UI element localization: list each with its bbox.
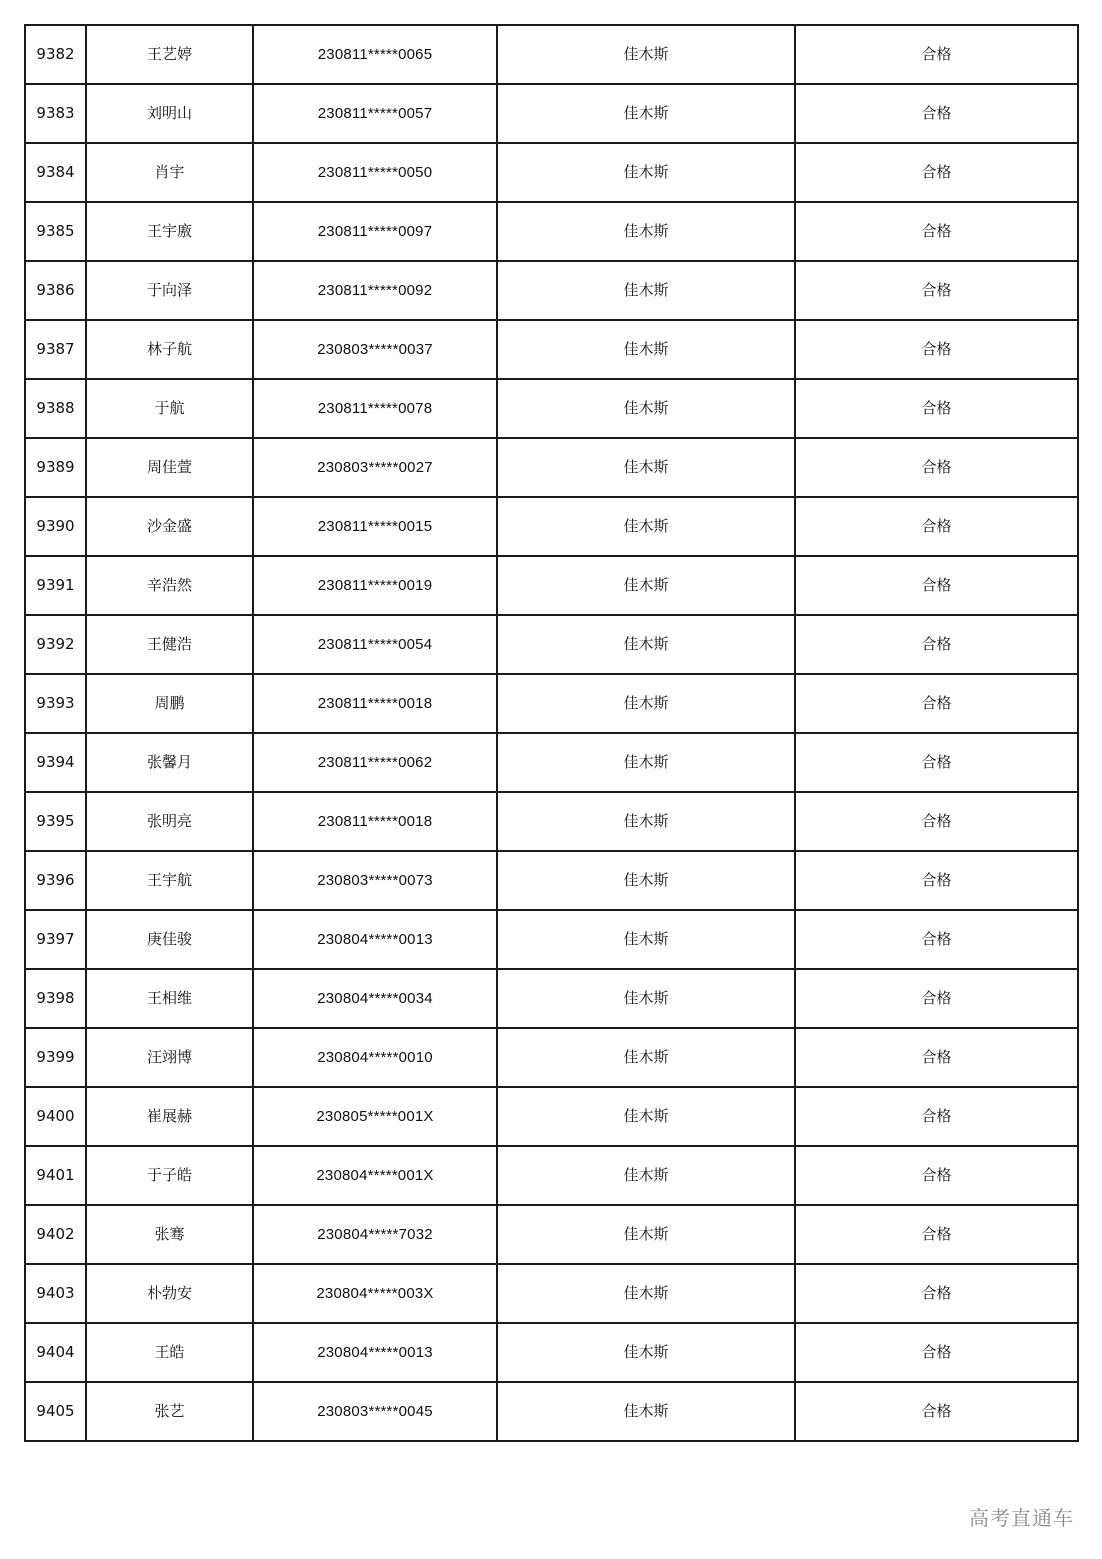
row-number-cell: 9384 <box>25 143 86 202</box>
row-number-cell: 9399 <box>25 1028 86 1087</box>
city-cell: 佳木斯 <box>497 910 795 969</box>
name-cell: 周佳萱 <box>86 438 253 497</box>
name-cell: 王宇廒 <box>86 202 253 261</box>
city-cell: 佳木斯 <box>497 615 795 674</box>
id-number-cell: 230804*****0010 <box>253 1028 497 1087</box>
result-cell: 合格 <box>795 497 1078 556</box>
row-number-cell: 9393 <box>25 674 86 733</box>
table-row <box>25 615 1078 674</box>
row-number-cell: 9383 <box>25 84 86 143</box>
result-cell: 合格 <box>795 733 1078 792</box>
roster-table <box>24 24 1079 1442</box>
table-row <box>25 25 1078 84</box>
row-number-cell: 9405 <box>25 1382 86 1441</box>
city-cell: 佳木斯 <box>497 733 795 792</box>
city-cell: 佳木斯 <box>497 969 795 1028</box>
city-cell: 佳木斯 <box>497 202 795 261</box>
table-row <box>25 1264 1078 1323</box>
name-cell: 周鹏 <box>86 674 253 733</box>
row-number-cell: 9391 <box>25 556 86 615</box>
result-cell: 合格 <box>795 792 1078 851</box>
id-number-cell: 230811*****0015 <box>253 497 497 556</box>
result-cell: 合格 <box>795 1382 1078 1441</box>
table-row <box>25 202 1078 261</box>
table-row <box>25 733 1078 792</box>
name-cell: 于向泽 <box>86 261 253 320</box>
name-cell: 崔展赫 <box>86 1087 253 1146</box>
name-cell: 张骞 <box>86 1205 253 1264</box>
city-cell: 佳木斯 <box>497 792 795 851</box>
result-cell: 合格 <box>795 261 1078 320</box>
result-cell: 合格 <box>795 1146 1078 1205</box>
id-number-cell: 230803*****0027 <box>253 438 497 497</box>
city-cell: 佳木斯 <box>497 84 795 143</box>
row-number-cell: 9389 <box>25 438 86 497</box>
row-number-cell: 9404 <box>25 1323 86 1382</box>
city-cell: 佳木斯 <box>497 497 795 556</box>
name-cell: 王相维 <box>86 969 253 1028</box>
table-row <box>25 84 1078 143</box>
table-row <box>25 1382 1078 1441</box>
name-cell: 林子航 <box>86 320 253 379</box>
table-row <box>25 969 1078 1028</box>
id-number-cell: 230811*****0065 <box>253 25 497 84</box>
name-cell: 张艺 <box>86 1382 253 1441</box>
city-cell: 佳木斯 <box>497 320 795 379</box>
id-number-cell: 230804*****003X <box>253 1264 497 1323</box>
result-cell: 合格 <box>795 910 1078 969</box>
row-number-cell: 9394 <box>25 733 86 792</box>
row-number-cell: 9382 <box>25 25 86 84</box>
row-number-cell: 9397 <box>25 910 86 969</box>
result-cell: 合格 <box>795 1028 1078 1087</box>
result-cell: 合格 <box>795 1087 1078 1146</box>
city-cell: 佳木斯 <box>497 25 795 84</box>
result-cell: 合格 <box>795 1205 1078 1264</box>
name-cell: 王宇航 <box>86 851 253 910</box>
name-cell: 王皓 <box>86 1323 253 1382</box>
city-cell: 佳木斯 <box>497 1382 795 1441</box>
result-cell: 合格 <box>795 1264 1078 1323</box>
result-cell: 合格 <box>795 438 1078 497</box>
id-number-cell: 230811*****0057 <box>253 84 497 143</box>
result-cell: 合格 <box>795 84 1078 143</box>
name-cell: 庚佳骏 <box>86 910 253 969</box>
city-cell: 佳木斯 <box>497 1205 795 1264</box>
row-number-cell: 9403 <box>25 1264 86 1323</box>
city-cell: 佳木斯 <box>497 1264 795 1323</box>
city-cell: 佳木斯 <box>497 143 795 202</box>
result-cell: 合格 <box>795 615 1078 674</box>
row-number-cell: 9396 <box>25 851 86 910</box>
id-number-cell: 230804*****001X <box>253 1146 497 1205</box>
result-cell: 合格 <box>795 143 1078 202</box>
name-cell: 刘明山 <box>86 84 253 143</box>
city-cell: 佳木斯 <box>497 438 795 497</box>
id-number-cell: 230811*****0050 <box>253 143 497 202</box>
table-row <box>25 320 1078 379</box>
table-row <box>25 674 1078 733</box>
city-cell: 佳木斯 <box>497 379 795 438</box>
id-number-cell: 230811*****0018 <box>253 792 497 851</box>
name-cell: 朴勃安 <box>86 1264 253 1323</box>
table-row <box>25 497 1078 556</box>
result-cell: 合格 <box>795 851 1078 910</box>
row-number-cell: 9395 <box>25 792 86 851</box>
id-number-cell: 230804*****0013 <box>253 910 497 969</box>
id-number-cell: 230804*****0013 <box>253 1323 497 1382</box>
id-number-cell: 230803*****0045 <box>253 1382 497 1441</box>
table-row <box>25 1028 1078 1087</box>
row-number-cell: 9385 <box>25 202 86 261</box>
city-cell: 佳木斯 <box>497 1323 795 1382</box>
id-number-cell: 230811*****0092 <box>253 261 497 320</box>
id-number-cell: 230804*****0034 <box>253 969 497 1028</box>
table-row <box>25 1205 1078 1264</box>
name-cell: 肖宇 <box>86 143 253 202</box>
name-cell: 于子皓 <box>86 1146 253 1205</box>
row-number-cell: 9386 <box>25 261 86 320</box>
table-row <box>25 261 1078 320</box>
row-number-cell: 9387 <box>25 320 86 379</box>
roster-table-body <box>25 25 1078 1441</box>
id-number-cell: 230811*****0018 <box>253 674 497 733</box>
table-row <box>25 792 1078 851</box>
row-number-cell: 9401 <box>25 1146 86 1205</box>
table-row <box>25 438 1078 497</box>
city-cell: 佳木斯 <box>497 556 795 615</box>
result-cell: 合格 <box>795 320 1078 379</box>
name-cell: 张馨月 <box>86 733 253 792</box>
row-number-cell: 9402 <box>25 1205 86 1264</box>
id-number-cell: 230811*****0054 <box>253 615 497 674</box>
name-cell: 于航 <box>86 379 253 438</box>
table-row <box>25 556 1078 615</box>
row-number-cell: 9390 <box>25 497 86 556</box>
id-number-cell: 230804*****7032 <box>253 1205 497 1264</box>
city-cell: 佳木斯 <box>497 674 795 733</box>
table-row <box>25 379 1078 438</box>
city-cell: 佳木斯 <box>497 1028 795 1087</box>
name-cell: 王健浩 <box>86 615 253 674</box>
table-row <box>25 1146 1078 1205</box>
name-cell: 沙金盛 <box>86 497 253 556</box>
name-cell: 辛浩然 <box>86 556 253 615</box>
table-row <box>25 1087 1078 1146</box>
table-row <box>25 1323 1078 1382</box>
id-number-cell: 230811*****0097 <box>253 202 497 261</box>
row-number-cell: 9400 <box>25 1087 86 1146</box>
city-cell: 佳木斯 <box>497 1146 795 1205</box>
city-cell: 佳木斯 <box>497 261 795 320</box>
id-number-cell: 230811*****0078 <box>253 379 497 438</box>
result-cell: 合格 <box>795 202 1078 261</box>
id-number-cell: 230811*****0019 <box>253 556 497 615</box>
result-cell: 合格 <box>795 674 1078 733</box>
row-number-cell: 9388 <box>25 379 86 438</box>
row-number-cell: 9392 <box>25 615 86 674</box>
watermark-text: 高考直通车 <box>969 1506 1074 1530</box>
table-row <box>25 910 1078 969</box>
name-cell: 王艺婷 <box>86 25 253 84</box>
table-row <box>25 851 1078 910</box>
result-cell: 合格 <box>795 969 1078 1028</box>
id-number-cell: 230803*****0037 <box>253 320 497 379</box>
name-cell: 汪翊博 <box>86 1028 253 1087</box>
result-cell: 合格 <box>795 556 1078 615</box>
id-number-cell: 230803*****0073 <box>253 851 497 910</box>
city-cell: 佳木斯 <box>497 851 795 910</box>
city-cell: 佳木斯 <box>497 1087 795 1146</box>
result-cell: 合格 <box>795 1323 1078 1382</box>
table-row <box>25 143 1078 202</box>
result-cell: 合格 <box>795 379 1078 438</box>
row-number-cell: 9398 <box>25 969 86 1028</box>
name-cell: 张明亮 <box>86 792 253 851</box>
id-number-cell: 230805*****001X <box>253 1087 497 1146</box>
result-cell: 合格 <box>795 25 1078 84</box>
id-number-cell: 230811*****0062 <box>253 733 497 792</box>
